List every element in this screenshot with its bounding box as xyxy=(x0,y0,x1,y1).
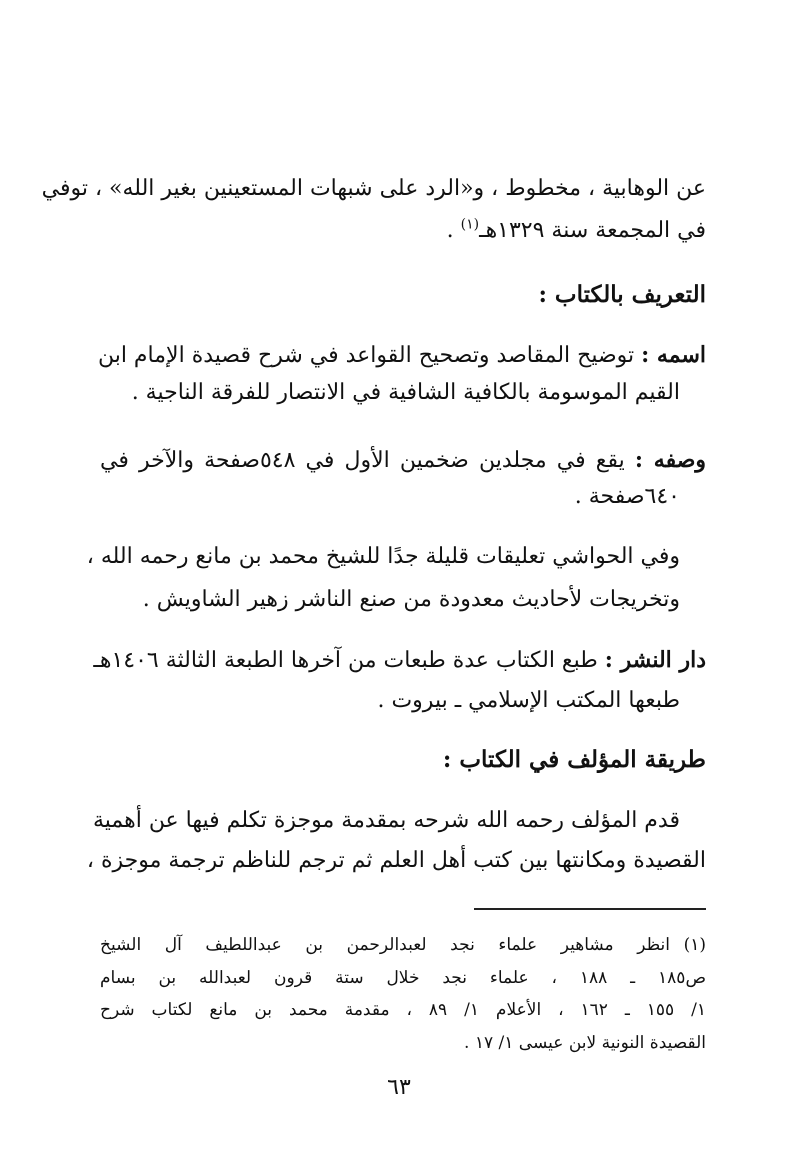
description-label: وصفه : xyxy=(634,447,706,473)
section-heading-book-intro: التعريف بالكتاب : xyxy=(538,281,706,308)
method-line-2: القصيدة ومكانتها بين كتب أهل العلم ثم ترجم للناظم ترجمة موجزة ، xyxy=(86,848,706,873)
description-line-2: ٦٤٠صفحة . xyxy=(574,484,680,509)
publisher-label: دار النشر : xyxy=(604,647,706,673)
description-line-1 xyxy=(100,445,706,476)
footnote-separator xyxy=(474,908,706,910)
margins-line-2: وتخريجات لأحاديث معدودة من صنع الناشر زهير الشاويش . xyxy=(142,587,680,612)
footnote-line-1 xyxy=(100,932,706,958)
description-text-1: يقع في مجلدين ضخمين الأول في ٥٤٨صفحة والآخر في xyxy=(100,448,635,473)
publisher-text-1: طبع الكتاب عدة طبعات من آخرها الطبعة الثالثة ١٤٠٦هـ xyxy=(93,648,605,673)
footnote-line-3: ١/ ١٥٥ ـ ١٦٢ ، الأعلام ١/ ٨٩ ، مقدمة محمد بن مانع لكتاب شرح xyxy=(100,1000,707,1020)
name-text-1: توضيح المقاصد وتصحيح القواعد في شرح قصيدة الإمام ابن xyxy=(97,343,642,368)
intro-line-2-text: في المجمعة سنة ١٣٢٩هـ xyxy=(479,218,706,243)
footnote-reference[interactable]: (١) xyxy=(460,216,480,233)
footnote-line-4: القصيدة النونية لابن عيسى ١/ ١٧ . xyxy=(464,1033,706,1053)
method-line-1: قدم المؤلف رحمه الله شرحه بمقدمة موجزة تكلم فيها عن أهمية xyxy=(92,808,680,833)
intro-line-1: عن الوهابية ، مخطوط ، و«الرد على شبهات المستعينين بغير الله» ، توفي xyxy=(41,176,706,201)
footnote-number: (١) xyxy=(683,935,706,955)
name-label: اسمه : xyxy=(641,342,706,368)
publisher-line-1 xyxy=(93,645,706,676)
footnote-text-1: انظر مشاهير علماء نجد لعبدالرحمن بن عبداللطيف آل الشيخ xyxy=(100,935,670,955)
section-heading-method: طريقة المؤلف في الكتاب : xyxy=(442,746,706,773)
footnote-line-2: ص١٨٥ ـ ١٨٨ ، علماء نجد خلال ستة قرون لعبدالله بن بسام xyxy=(100,968,706,988)
intro-line-2-end: . xyxy=(446,218,461,243)
intro-line-2 xyxy=(100,216,706,246)
page-number: ٦٣ xyxy=(387,1075,411,1100)
name-line-1 xyxy=(97,340,706,371)
publisher-line-2: طبعها المكتب الإسلامي ـ بيروت . xyxy=(377,688,680,713)
name-line-2: القيم الموسومة بالكافية الشافية في الانتصار للفرقة الناجية . xyxy=(131,380,680,405)
margins-line-1: وفي الحواشي تعليقات قليلة جدًا للشيخ محمد بن مانع رحمه الله ، xyxy=(86,544,680,569)
